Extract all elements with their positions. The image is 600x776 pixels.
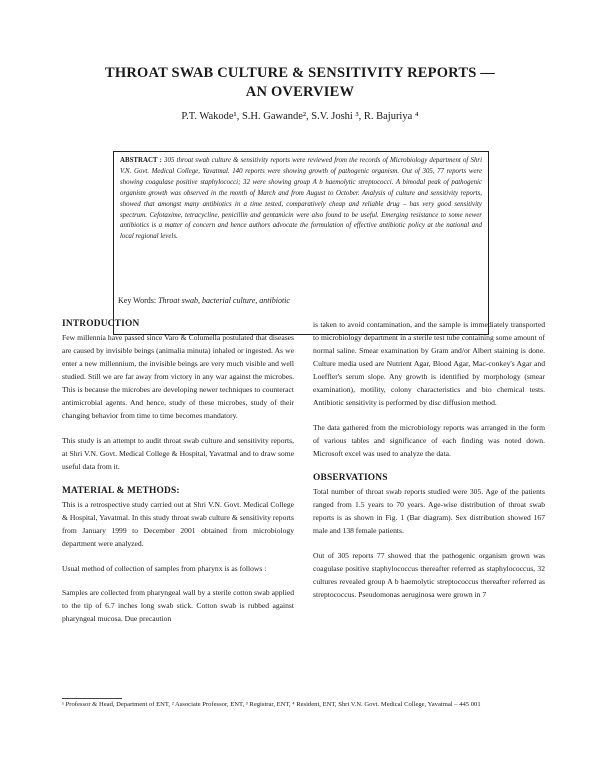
observations-heading: OBSERVATIONS xyxy=(313,473,388,483)
abstract-box xyxy=(113,151,489,335)
observations-paragraph-2: Out of 305 reports 77 showed that the pathogenic organism grown was coagulase positive staphylococcus thereafter referred as staphylococcus, 32 cultures revealed group A b haemolytic streptococcus thereafter referred as streptococcus. Pseudomonas aeruginosa were grown in 7 xyxy=(313,551,545,599)
methods-continued-paragraph-2: The data gathered from the microbiology reports was arranged in the form of various tables and significance of each finding was noted down. Microsoft excel was used to analyze the data. xyxy=(313,423,545,458)
introduction-paragraph-2: This study is an attempt to audit throat swab culture and sensitivity reports, at Shri V.N. Govt. Medical College & Hospital, Yavatmal and to draw some useful data from it. xyxy=(62,436,294,471)
methods-paragraph-2: Usual method of collection of samples from pharynx is as follows : xyxy=(62,564,267,573)
right-column xyxy=(313,318,545,613)
left-column xyxy=(62,318,294,637)
title-line-1: THROAT SWAB CULTURE & SENSITIVITY REPORTS — xyxy=(104,65,496,81)
title-line-2: AN OVERVIEW xyxy=(245,84,355,100)
keywords-label: Key Words: xyxy=(118,296,157,305)
abstract-heading: ABSTRACT : xyxy=(120,157,162,164)
article-title xyxy=(60,64,540,102)
methods-paragraph-1: This is a retrospective study carried out at Shri V.N. Govt. Medical College & Hospital, Yavatmal. In this study throat swab culture & sensitivity reports from January 1999 to December 2001 obtained from microbiology department were analyzed. xyxy=(62,500,294,548)
author-list: P.T. Wakode¹, S.H. Gawande², S.V. Joshi ³, R. Bajuriya ⁴ xyxy=(181,111,419,122)
abstract-text: 305 throat swab culture & sensitivity reports were reviewed from the records of Microbiology department of Shri V.N. Govt. Medical College, Yavatmal. 140 reports were showing growth of pathogenic organism. Out of 305, 77 reports were showing coagulase positive staphylococci; 32 were showing group A b haemolytic streptococci. A bimodal peak of pathogenic organism growth was observed in the month of March and from August to October. Analysis of culture and sensitivity reports, showed that amongst many antibiotics in a time tested, comparatively cheap and reliable drug – has very good sensitivity spectrum. Cefotaxime, tetracycline, penicillin and gentamicin were also found to be useful. Emerging resistance to some newer antibiotics is a matter of concern and hence authors advocate the formulation of effective antibiotic policy at the national and local regional levels. xyxy=(120,157,482,241)
keywords xyxy=(118,296,498,305)
methods-continued-paragraph-1: is taken to avoid contamination, and the sample is immediately transported to microbiology department in a sterile test tube containing some amount of normal saline. Smear examination by Gram and/or Albert staining is done. Culture media used are Nutrient Agar, Blood Agar, Mac-conkey's Agar and Loeffler's serum slope. Any growth is identified by morphology (smear examination), motility, colony characteristics and bio chemical tests. Antibiotic sensitivity is performed by disc diffusion method. xyxy=(313,320,545,407)
observations-paragraph-1: Total number of throat swab reports studied were 305. Age of the patients ranged from 1.5 years to 70 years. Age-wise distribution of throat swab reports is as shown in Fig. 1 (Bar diagram). Sex distribution showed 167 male and 138 female patients. xyxy=(313,487,545,535)
introduction-heading: INTRODUCTION xyxy=(62,319,140,329)
footnote-rule xyxy=(62,698,122,699)
footnote: ¹ Professor & Head, Department of ENT, ² Associate Professor, ENT, ³ Registrar, ENT, ⁴ Resident, ENT, Shri V.N. Govt. Medical College, Yavatmal – 445 001 xyxy=(62,701,481,708)
keywords-text: Throat swab, bacterial culture, antibiotic xyxy=(158,296,290,305)
methods-heading: MATERIAL & METHODS: xyxy=(62,486,180,496)
introduction-paragraph-1: Few millennia have passed since Varo & Columella postulated that diseases are caused by invisible beings (animalia minuta) inhaled or ingested. As we enter a new millennium, the invisible beings are very much visible and well studied. Still we are far away from victory in any war against the microbes. This is because the microbes are developing newer techniques to counteract antimicrobial agents. And hence, study of these microbes, study of their changing behavior from time to time becomes mandatory. xyxy=(62,333,294,420)
methods-paragraph-3: Samples are collected from pharyngeal wall by a sterile cotton swab applied to the tip of 6.7 inches long swab stick. Cotton swab is rubbed against pharyngeal mucosa. Due precaution xyxy=(62,588,294,623)
